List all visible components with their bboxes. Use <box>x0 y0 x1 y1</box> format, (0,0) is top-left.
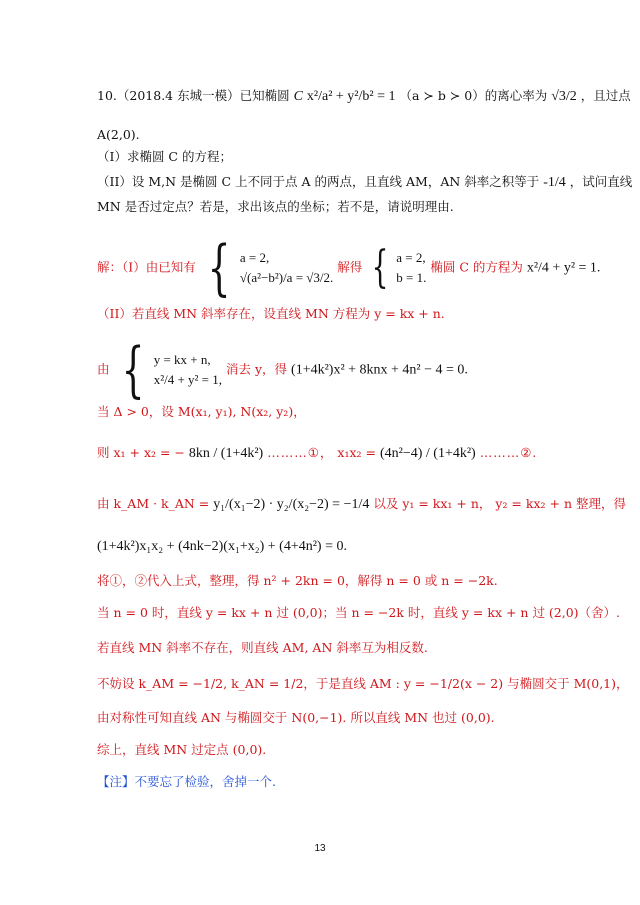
s1-system-2 <box>366 242 427 293</box>
s6-pre: 由 k_AM · k_AN = <box>97 496 210 511</box>
s5-dots-2: ………②. <box>479 445 538 460</box>
solution-part1 <box>97 233 601 303</box>
solution-s4: 当 Δ > 0，设 M(x₁, y₁), N(x₂, y₂)， <box>97 404 306 419</box>
problem-head: 10.（2018.4 东城一模）已知椭圆 <box>97 88 290 103</box>
solution-s10: 若直线 MN 斜率不存在，则直线 AM, AN 斜率互为相反数. <box>97 640 428 655</box>
s5-dots-1: ………①， <box>267 445 334 460</box>
note: 【注】不要忘了检验，舍掉一个. <box>97 774 276 789</box>
s5-pre: 则 x₁ + x₂ = − <box>97 445 185 460</box>
s3-pre: 由 <box>97 361 110 377</box>
part2-product-value: -1/4 <box>543 175 566 190</box>
problem-part1: （Ⅰ）求椭圆 C 的方程； <box>97 149 232 164</box>
s1-post: 椭圆 C 的方程为 <box>430 259 523 275</box>
page-number: 13 <box>314 843 326 854</box>
s5-fraction-1: 8kn / (1+4k²) <box>188 446 264 461</box>
eccentricity: √3/2 <box>551 89 577 104</box>
s1-sys-row-2: √(a²−b²)/a = √3/2. <box>239 270 334 285</box>
s1-sys-row-4: b = 1. <box>396 270 427 285</box>
s6-formula: y₁/(x₁−2) · y₂/(x₂−2) = −1/4 <box>213 497 370 512</box>
s1-ellipse-eq: x²/4 + y² = 1. <box>526 260 601 276</box>
solution-s7: (1+4k²)x₁x₂ + (4nk−2)(x₁+x₂) + (4+4n²) = 0. <box>97 539 347 554</box>
s1-sys-row-3: a = 2, <box>396 250 426 266</box>
s1-sys-row-1: a = 2, <box>239 250 270 266</box>
s5-fraction-2: (4n²−4) / (1+4k²) <box>379 446 476 461</box>
part2-text-a: （II）设 M,N 是椭圆 C 上不同于点 A 的两点，且直线 AM，AN 斜率之积等于 <box>97 174 540 189</box>
problem-line-part2 <box>97 174 632 192</box>
s5-mid: x₁x₂ = <box>337 445 376 460</box>
part2-text-b: ，试问直线 <box>569 174 633 189</box>
curve-name: C <box>293 89 303 104</box>
ellipse-equation: x²/a² + y²/b² = 1 <box>306 89 396 104</box>
brace-icon: { <box>371 242 389 293</box>
problem-tail: ，且过点 <box>580 88 631 103</box>
problem-point: A(2,0). <box>97 127 140 142</box>
solution-s13: 综上，直线 MN 过定点 (0,0). <box>97 742 267 757</box>
solution-s11: 不妨设 k_AM = −1/2, k_AN = 1/2，于是直线 AM : y = −1/2(x − 2) 与椭圆交于 M(0,1)， <box>97 676 629 691</box>
brace-icon: { <box>207 233 231 303</box>
s1-pre: 解：（I）由已知有 <box>97 259 196 275</box>
solution-s8: 将①，②代入上式，整理，得 n² + 2kn = 0，解得 n = 0 或 n = −2k. <box>97 573 498 588</box>
s3-system <box>114 335 223 405</box>
solution-s2: （II）若直线 MN 斜率存在，设直线 MN 方程为 y = kx + n. <box>97 306 445 321</box>
problem-line-1 <box>97 88 631 106</box>
s3-sys-row-1: y = kx + n, <box>153 352 211 368</box>
s3-mid: 消去 y，得 <box>226 361 288 377</box>
s1-mid: 解得 <box>337 259 363 275</box>
problem-part2-c: MN 是否过定点？若是，求出该点的坐标；若不是，请说明理由. <box>97 199 454 214</box>
s6-post: 以及 y₁ = kx₁ + n， y₂ = kx₂ + n 整理，得 <box>373 496 626 511</box>
s1-system-1 <box>200 233 334 303</box>
brace-icon: { <box>121 335 145 405</box>
s3-sys-row-2: x²/4 + y² = 1, <box>153 372 223 387</box>
solution-s6 <box>97 496 626 514</box>
solution-s12: 由对称性可知直线 AN 与椭圆交于 N(0,−1). 所以直线 MN 也过 (0,0). <box>97 710 495 725</box>
problem-condition: （a ≻ b ≻ 0）的离心率为 <box>399 88 548 103</box>
solution-s9: 当 n = 0 时，直线 y = kx + n 过 (0,0)；当 n = −2k 时，直线 y = kx + n 过 (2,0)（舍）. <box>97 605 621 620</box>
s3-eq: (1+4k²)x² + 8knx + 4n² − 4 = 0. <box>291 362 468 378</box>
solution-s5 <box>97 445 537 463</box>
solution-s3 <box>97 335 468 405</box>
